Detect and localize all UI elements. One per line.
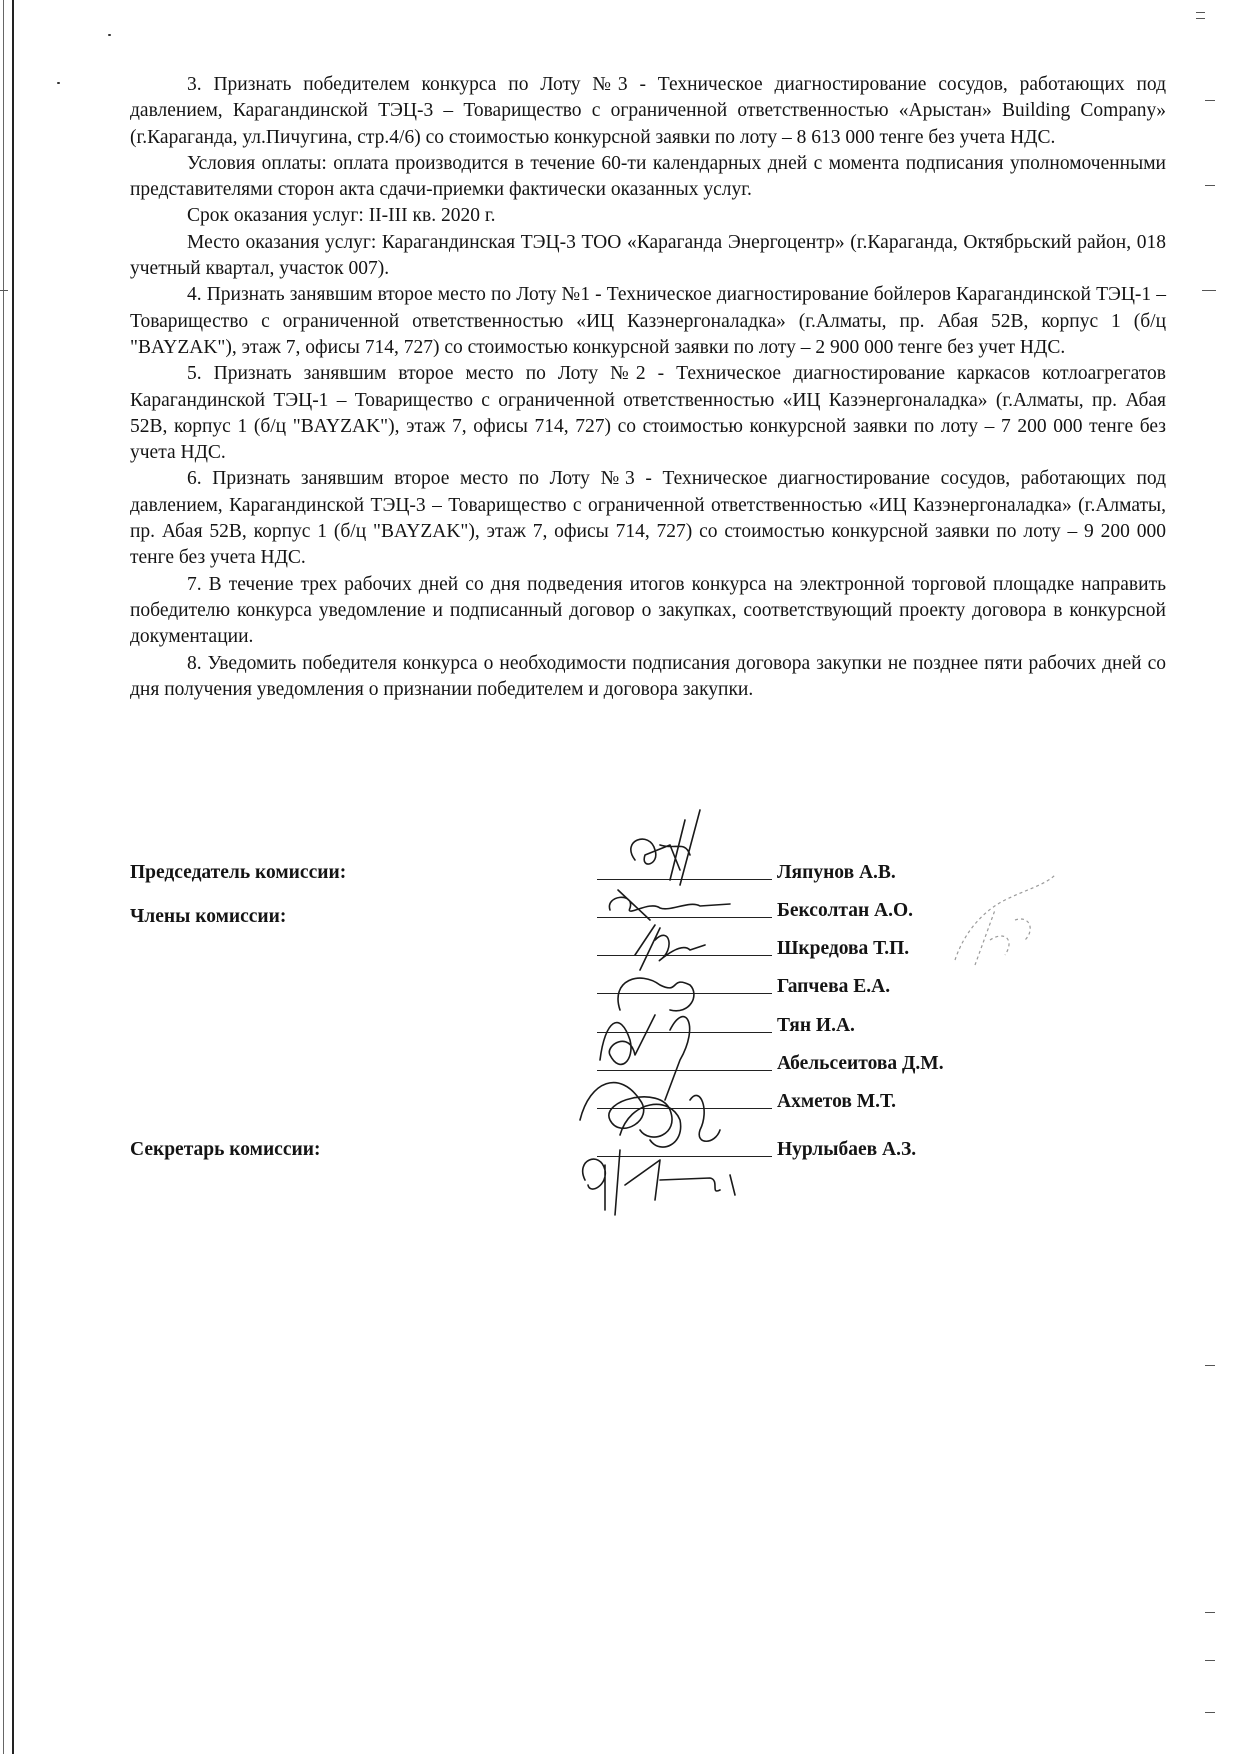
signature-line [597,993,772,994]
chair-label: Председатель комиссии: [130,862,347,883]
scan-edge-mark [1205,100,1215,101]
signature-line [597,1108,772,1109]
signature-line [597,1032,772,1033]
signatory-name: Гапчева Е.А. [777,976,891,997]
scan-edge-mark [1205,1660,1215,1661]
scan-edge-mark [0,290,8,291]
scan-edge-mark [1205,1712,1215,1713]
scan-edge-line-outer [3,0,4,1754]
signature-row [597,1133,1097,1163]
signatory-name: Бексолтан А.О. [777,900,914,921]
signatory-name: Шкредова Т.П. [777,938,910,959]
secretary-label: Секретарь комиссии: [130,1139,321,1160]
document-body [130,72,1166,703]
members-label: Члены комиссии: [130,906,287,927]
paragraph-item-7: 7. В течение трех рабочих дней со дня подведения итогов конкурса на электронной торговой площадке направить победителю конкурса уведомление и подписанный договор о закупках, соответствующий проекту договора в конкурсной документации. [130,573,1166,648]
signature-row [597,1009,1097,1039]
scan-edge-line [12,0,14,1754]
scan-edge-mark [1205,185,1215,186]
paragraph-service-period: Срок оказания услуг: II-III кв. 2020 г. [187,205,496,227]
scan-edge-mark [1196,12,1205,13]
paragraph-item-4: 4. Признать занявшим второе место по Лоту №1 - Техническое диагностирование бойлеров Карагандинской ТЭЦ-1 – Товарищество с ограниченной ответственностью «ИЦ Казэнергоналадка» (г.Алматы, пр. Абая 52В, корпус 1 (б/ц "BAYZAK"), этаж 7, офисы 714, 727) со стоимостью конкурсной заявки по лоту – 2 900 000 тенге без учет НДС. [130,284,1166,358]
scan-speck [108,34,111,36]
signature-line [597,917,772,918]
signatory-name: Нурлыбаев А.З. [777,1139,917,1160]
signature-line [597,1070,772,1071]
signature-row [597,1085,1097,1115]
scan-edge-mark [1205,1612,1215,1613]
scan-edge-mark [1202,290,1216,291]
signatory-name: Тян И.А. [777,1015,855,1036]
scan-edge-mark [1205,1365,1215,1366]
signature-line [597,879,772,880]
faint-stamp-mark [935,870,1065,990]
signature-line [597,955,772,956]
paragraph-item-6: 6. Признать занявшим второе место по Лоту №3 - Техническое диагностирование сосудов, работающих под давлением, Карагандинской ТЭЦ-3 – Товарищество с ограниченной ответственностью «ИЦ Казэнергоналадка» (г.Алматы, пр. Абая 52В, корпус 1 (б/ц "BAYZAK"), этаж 7, офисы 714, 727) со стоимостью конкурсной заявки по лоту – 9 200 000 тенге без учета НДС. [130,468,1166,569]
scan-edge-mark [1196,18,1205,19]
paragraph-item-8: 8. Уведомить победителя конкурса о необходимости подписания договора закупки не позднее пяти рабочих дней со дня получения уведомления о признании победителем и договора закупки. [130,652,1166,700]
paragraph-item-3: 3. Признать победителем конкурса по Лоту №3 - Техническое диагностирование сосудов, работающих под давлением, Карагандинской ТЭЦ-3 – Товарищество с ограниченной ответственностью «Арыстан» Building Company» (г.Караганда, ул.Пичугина, стр.4/6) со стоимостью конкурсной заявки по лоту – 8 613 000 тенге без учета НДС. [130,74,1166,148]
scan-speck [57,82,60,84]
signatory-name: Абельсеитова Д.М. [777,1053,944,1074]
paragraph-service-location: Место оказания услуг: Карагандинская ТЭЦ-3 ТОО «Караганда Энергоцентр» (г.Караганда, Октябрьский район, 018 учетный квартал, участок 007). [130,231,1166,280]
signatory-name: Ляпунов А.В. [777,862,896,883]
signature-row [597,1047,1097,1077]
paragraph-item-5: 5. Признать занявшим второе место по Лоту №2 - Техническое диагностирование каркасов котлоагрегатов Карагандинской ТЭЦ-1 – Товарищество с ограниченной ответственностью «ИЦ Казэнергоналадка» (г.Алматы, пр. Абая 52В, корпус 1 (б/ц "BAYZAK"), этаж 7, офисы 714, 727) со стоимостью конкурсной заявки по лоту – 7 200 000 тенге без учета НДС. [130,363,1166,464]
signatory-name: Ахметов М.Т. [777,1091,896,1112]
signature-line [597,1156,772,1157]
paragraph-payment-terms: Условия оплаты: оплата производится в течение 60-ти календарных дней с момента подписания уполномоченными представителями сторон акта сдачи-приемки фактически оказанных услуг. [130,152,1166,201]
